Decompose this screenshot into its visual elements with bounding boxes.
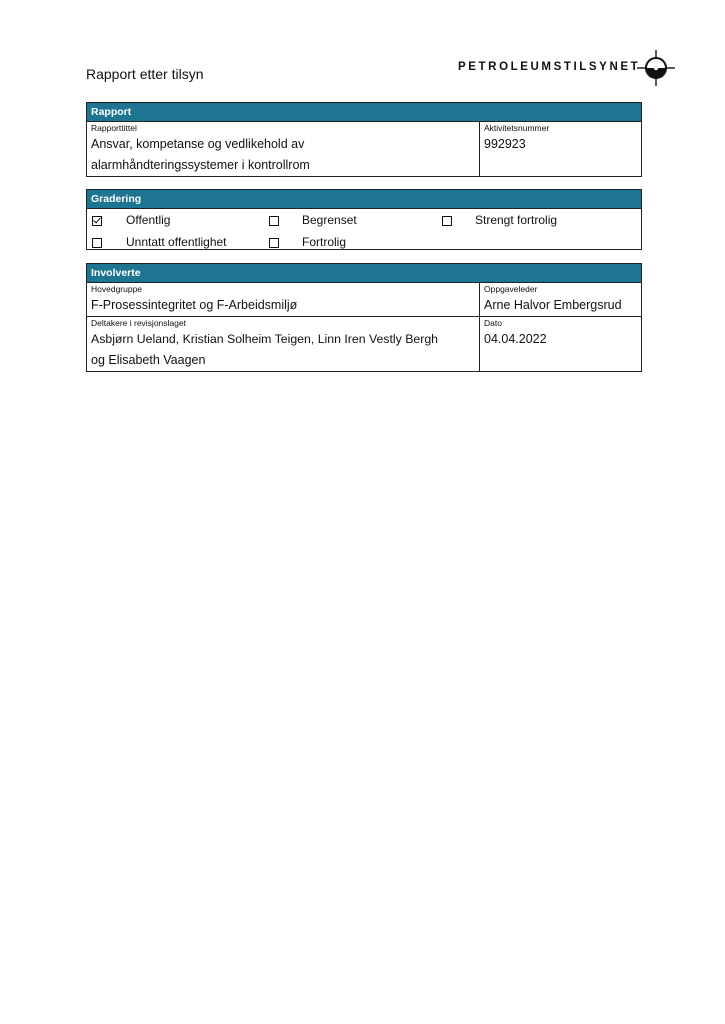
main-group-label: Hovedgruppe [91,284,143,294]
involverte-section-header: Involverte [87,264,641,283]
main-group-cell [87,283,480,316]
option-unntatt-offentlighet-label: Unntatt offentlighet [126,235,227,249]
date-label: Dato [484,318,502,328]
participants-line-2: og Elisabeth Vaagen [91,353,206,367]
date-cell [480,317,641,371]
checkbox-unntatt-offentlighet[interactable] [92,238,102,248]
rapport-section-header: Rapport [87,103,641,122]
main-group-value: F-Prosessintegritet og F-Arbeidsmiljø [91,298,298,312]
participants-label: Deltakere i revisjonslaget [91,318,186,328]
brand-name: PETROLEUMSTILSYNET [458,61,641,73]
task-leader-label: Oppgaveleder [484,284,538,294]
page-header [0,0,725,100]
activity-number-value: 992923 [484,137,526,151]
date-value: 04.04.2022 [484,332,547,346]
option-strengt-fortrolig-label: Strengt fortrolig [475,213,558,227]
gradering-section-header: Gradering [87,190,641,209]
checkbox-strengt-fortrolig[interactable] [442,216,452,226]
participants-line-1: Asbjørn Ueland, Kristian Solheim Teigen, Linn Iren Vestly Bergh [91,332,439,346]
option-fortrolig-label: Fortrolig [302,235,347,249]
activity-number-label: Aktivitetsnummer [484,123,550,133]
activity-number-cell [480,122,641,176]
report-title-line-1: Ansvar, kompetanse og vedlikehold av [91,137,305,151]
gradering-section [86,189,642,250]
task-leader-cell [480,283,641,316]
checkbox-begrenset[interactable] [269,216,279,226]
report-title-label: Rapporttittel [91,123,137,133]
checkbox-fortrolig[interactable] [269,238,279,248]
checkbox-offentlig[interactable] [92,216,102,226]
report-title-cell [87,122,480,176]
task-leader-value: Arne Halvor Embergsrud [484,298,622,312]
rapport-section [86,102,642,177]
involverte-section [86,263,642,372]
crosshair-compass-logo-icon [636,48,676,88]
option-begrenset-label: Begrenset [302,213,357,227]
document-title: Rapport etter tilsyn [86,66,204,82]
participants-cell [87,317,480,371]
option-offentlig-label: Offentlig [126,213,171,227]
report-title-line-2: alarmhåndteringssystemer i kontrollrom [91,158,310,172]
